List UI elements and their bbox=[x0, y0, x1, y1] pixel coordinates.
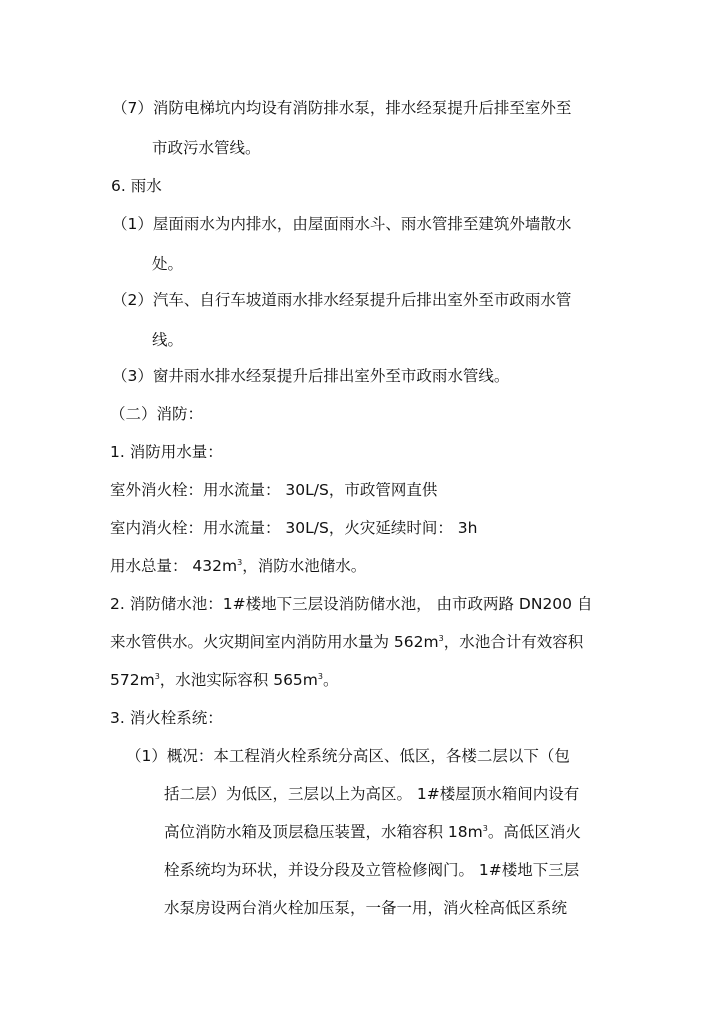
text-run: 。 bbox=[323, 671, 339, 689]
text-run: 处。 bbox=[152, 255, 184, 273]
text-line bbox=[110, 442, 223, 462]
text-line bbox=[126, 746, 570, 766]
text-line bbox=[164, 898, 567, 918]
text-run: （二）消防： bbox=[110, 405, 204, 423]
text-line bbox=[112, 214, 571, 234]
text-line bbox=[164, 784, 579, 804]
text-run: ，水池实际容积 565m bbox=[159, 671, 318, 689]
text-line bbox=[164, 822, 581, 842]
text-line bbox=[110, 480, 437, 500]
text-run: 水泵房设两台消火栓加压泵，一备一用，消火栓高低区系统 bbox=[164, 899, 568, 917]
text-run: ，水池合计有效容积 bbox=[443, 633, 584, 651]
text-line bbox=[110, 632, 583, 652]
superscript: 3 bbox=[438, 633, 444, 643]
text-run: （1）屋面雨水为内排水，由屋面雨水斗、雨水管排至建筑外墙散水 bbox=[112, 215, 572, 233]
superscript: 3 bbox=[237, 557, 243, 567]
text-run: （3）窗井雨水排水经泵提升后排出室外至市政雨水管线。 bbox=[112, 367, 510, 385]
text-run: 。高低区消火 bbox=[487, 823, 581, 841]
text-run: （7）消防电梯坑内均设有消防排水泵，排水经泵提升后排至室外至 bbox=[112, 99, 572, 117]
text-line bbox=[110, 594, 592, 614]
text-line bbox=[152, 330, 183, 350]
text-line bbox=[152, 254, 183, 274]
text-run: （2）汽车、自行车坡道雨水排水经泵提升后排出室外至市政雨水管 bbox=[112, 291, 572, 309]
text-run: 2. 消防储水池：1#楼地下三层设消防储水池， 由市政两路 DN200 自 bbox=[110, 595, 593, 613]
text-run: 室外消火栓：用水流量： 30L/S，市政管网直供 bbox=[110, 481, 438, 499]
text-run: 6. 雨水 bbox=[111, 177, 162, 195]
text-run: 用水总量： 432m bbox=[110, 557, 238, 575]
text-line bbox=[110, 556, 366, 576]
text-run: 来水管供水。火灾期间室内消防用水量为 562m bbox=[110, 633, 439, 651]
text-line bbox=[110, 670, 339, 690]
text-line bbox=[112, 98, 571, 118]
text-run: 3. 消火栓系统： bbox=[110, 709, 223, 727]
text-line bbox=[110, 518, 477, 538]
text-line bbox=[112, 366, 509, 386]
text-run: 市政污水管线。 bbox=[152, 139, 261, 157]
text-line bbox=[110, 404, 203, 424]
text-line bbox=[110, 708, 223, 728]
superscript: 3 bbox=[482, 823, 488, 833]
text-run: 572m bbox=[110, 671, 155, 689]
superscript: 3 bbox=[154, 671, 160, 681]
text-run: ，消防水池储水。 bbox=[242, 557, 367, 575]
text-line bbox=[164, 860, 579, 880]
text-line bbox=[111, 176, 162, 196]
text-run: 1. 消防用水量： bbox=[110, 443, 223, 461]
text-line bbox=[152, 138, 261, 158]
text-line bbox=[112, 290, 571, 310]
text-run: 括二层）为低区，三层以上为高区。 1#楼屋顶水箱间内设有 bbox=[164, 785, 580, 803]
text-run: 栓系统均为环状，并设分段及立管检修阀门。 1#楼地下三层 bbox=[164, 861, 580, 879]
text-run: 线。 bbox=[152, 331, 184, 349]
text-run: （1）概况：本工程消火栓系统分高区、低区，各楼二层以下（包 bbox=[126, 747, 570, 765]
superscript: 3 bbox=[317, 671, 323, 681]
text-run: 高位消防水箱及顶层稳压装置，水箱容积 18m bbox=[164, 823, 483, 841]
text-run: 室内消火栓：用水流量： 30L/S，火灾延续时间： 3h bbox=[110, 519, 478, 537]
